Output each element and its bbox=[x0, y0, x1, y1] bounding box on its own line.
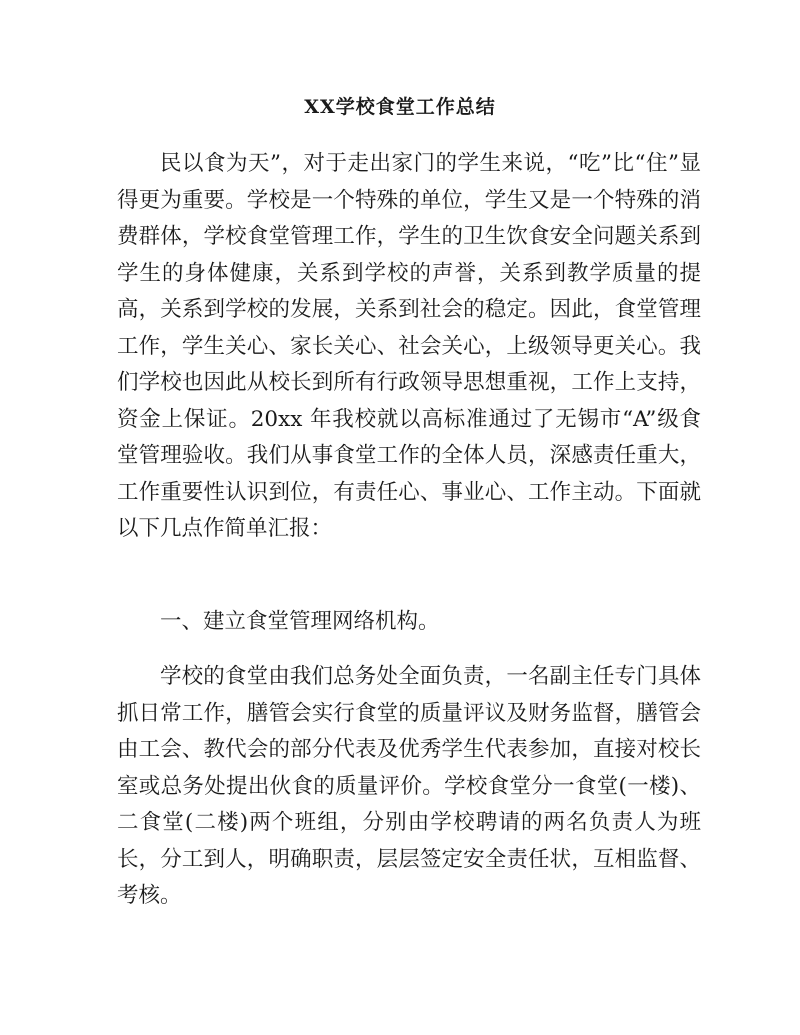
document-title: XX学校食堂工作总结 bbox=[304, 96, 496, 118]
intro-paragraph: 民以食为天”，对于走出家门的学生来说，“吃”比“住”显得更为重要。学校是一个特殊的单位，学生又是一个特殊的消费群体，学校食堂管理工作，学生的卫生饮食安全问题关系到学生的身体健康，关系到学校的声誉，关系到教学质量的提高，关系到学校的发展，关系到社会的稳定。因此，食堂管理工作，学生关心、家长关心、社会关心，上级领导更关心。我们学校也因此从校长到所有行政领导思想重视，工作上支持，资金上保证。20xx 年我校就以高标准通过了无锡市“A”级食堂管理验收。我们从事食堂工作的全体人员，深感责任重大，工作重要性认识到位，有责任心、事业心、工作主动。下面就以下几点作简单汇报： bbox=[117, 151, 701, 541]
section-heading: 一、建立食堂管理网络机构。 bbox=[160, 609, 440, 634]
section-paragraph: 学校的食堂由我们总务处全面负责，一名副主任专门具体抓日常工作，膳管会实行食堂的质量评议及财务监督，膳管会由工会、教代会的部分代表及优秀学生代表参加，直接对校长室或总务处提出伙食的质量评价。学校食堂分一食堂(一楼)、二食堂(二楼)两个班组，分别由学校聘请的两名负责人为班长，分工到人，明确职责，层层签定安全责任状，互相监督、考核。 bbox=[117, 664, 701, 908]
